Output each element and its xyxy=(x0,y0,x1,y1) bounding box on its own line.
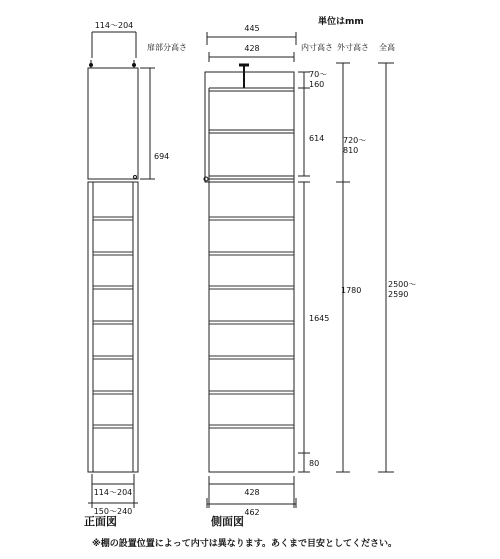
header-inner-height: 内寸高さ xyxy=(301,43,333,52)
side-shelves xyxy=(209,217,294,428)
side-total-height-b: 2590 xyxy=(388,290,409,299)
side-top-outer-width: 445 xyxy=(244,24,260,33)
side-total-height xyxy=(388,280,416,299)
front-door-height-value: 694 xyxy=(154,152,170,161)
front-view-title: 正面図 xyxy=(84,515,117,528)
front-bolt-left-head xyxy=(89,63,93,67)
side-outer-lower: 1780 xyxy=(341,286,362,295)
side-inner-h4: 80 xyxy=(309,459,320,468)
side-outer-upper xyxy=(343,136,366,155)
front-bottom-outer-width: 150〜240 xyxy=(93,507,133,516)
front-door-section-label: 扉部分高さ xyxy=(147,43,187,52)
front-top-width-label: 114〜204 xyxy=(94,21,134,30)
side-outer-upper-a: 720〜 xyxy=(343,136,367,145)
header-total-height: 全高 xyxy=(379,43,395,52)
front-bolt-right-head xyxy=(132,63,136,67)
side-view xyxy=(204,24,416,528)
header-outer-height: 外寸高さ xyxy=(337,43,369,52)
unit-label: 単位はmm xyxy=(318,17,364,27)
front-door-section xyxy=(88,68,138,179)
footer-note: ※棚の設置位置によって内寸は異なります。あくまで目安としてください。 xyxy=(92,539,398,549)
front-shelves xyxy=(93,217,133,428)
side-top-inner-width: 428 xyxy=(244,44,260,53)
side-inner-h1 xyxy=(309,70,327,89)
side-outer-upper-b: 810 xyxy=(343,146,359,155)
side-bottom-outer-width: 462 xyxy=(244,508,260,517)
front-bottom-inner-width: 114〜204 xyxy=(93,488,133,497)
side-view-title: 側面図 xyxy=(211,515,244,528)
side-inner-h3: 1645 xyxy=(309,314,330,323)
side-total-height-a: 2500〜 xyxy=(388,280,417,289)
side-bottom-inner-width: 428 xyxy=(244,488,260,497)
front-door-knob xyxy=(134,176,137,179)
side-inner-h1-a: 70〜 xyxy=(309,70,328,79)
side-inner-h2: 614 xyxy=(309,134,325,143)
front-view xyxy=(84,21,187,528)
side-inner-h1-b: 160 xyxy=(309,80,325,89)
